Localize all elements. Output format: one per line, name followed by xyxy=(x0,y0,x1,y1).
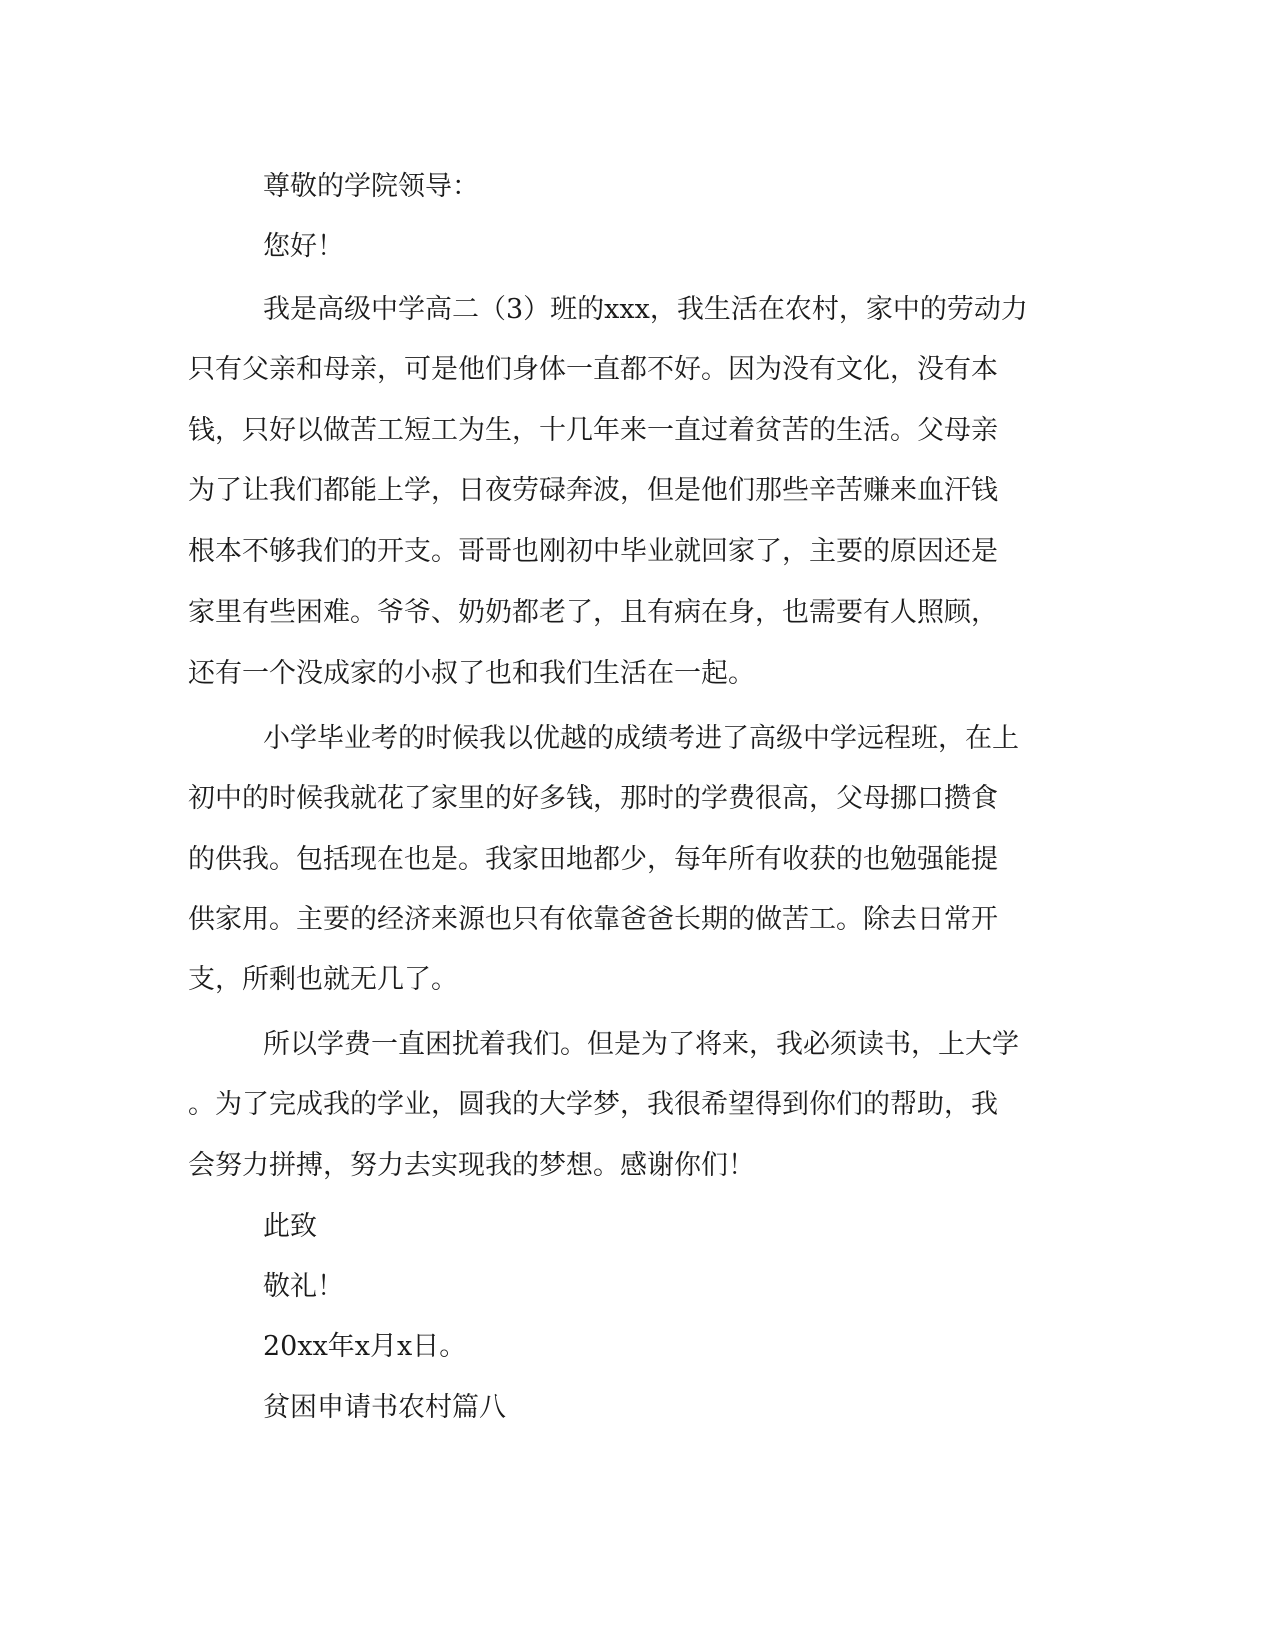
paragraph-2-line-2: 初中的时候我就花了家里的好多钱，那时的学费很高，父母挪口攒食 xyxy=(188,783,998,814)
paragraph-1-line-6: 家里有些困难。爷爷、奶奶都老了，且有病在身，也需要有人照顾， xyxy=(188,597,998,628)
paragraph-1-line-4: 为了让我们都能上学，日夜劳碌奔波，但是他们那些辛苦赚来血汗钱 xyxy=(188,475,998,506)
next-section-title: 贫困申请书农村篇八 xyxy=(263,1392,506,1423)
closing-salute: 敬礼！ xyxy=(263,1271,344,1302)
salutation: 尊敬的学院领导： xyxy=(263,171,479,202)
paragraph-1-line-5: 根本不够我们的开支。哥哥也刚初中毕业就回家了，主要的原因还是 xyxy=(188,536,998,567)
paragraph-3-line-2: 。为了完成我的学业，圆我的大学梦，我很希望得到你们的帮助，我 xyxy=(188,1089,998,1120)
paragraph-1-line-3: 钱，只好以做苦工短工为生，十几年来一直过着贫苦的生活。父母亲 xyxy=(188,415,998,446)
paragraph-2-line-5: 支，所剩也就无几了。 xyxy=(188,964,458,995)
closing-regards: 此致 xyxy=(263,1211,317,1242)
paragraph-1-line-7: 还有一个没成家的小叔了也和我们生活在一起。 xyxy=(188,658,755,689)
paragraph-1-line-2: 只有父亲和母亲，可是他们身体一直都不好。因为没有文化，没有本 xyxy=(188,354,998,385)
paragraph-3-line-3: 会努力拼搏，努力去实现我的梦想。感谢你们！ xyxy=(188,1150,755,1181)
letter-date: 20xx年x月x日。 xyxy=(263,1331,467,1362)
paragraph-2-line-3: 的供我。包括现在也是。我家田地都少，每年所有收获的也勉强能提 xyxy=(188,844,998,875)
greeting: 您好！ xyxy=(263,231,344,262)
paragraph-2-line-1: 小学毕业考的时候我以优越的成绩考进了高级中学远程班，在上 xyxy=(263,723,1019,754)
paragraph-3-line-1: 所以学费一直困扰着我们。但是为了将来，我必须读书，上大学 xyxy=(263,1029,1019,1060)
paragraph-1-line-1: 我是高级中学高二（3）班的xxx，我生活在农村，家中的劳动力 xyxy=(263,294,1028,325)
paragraph-2-line-4: 供家用。主要的经济来源也只有依靠爸爸长期的做苦工。除去日常开 xyxy=(188,904,998,935)
